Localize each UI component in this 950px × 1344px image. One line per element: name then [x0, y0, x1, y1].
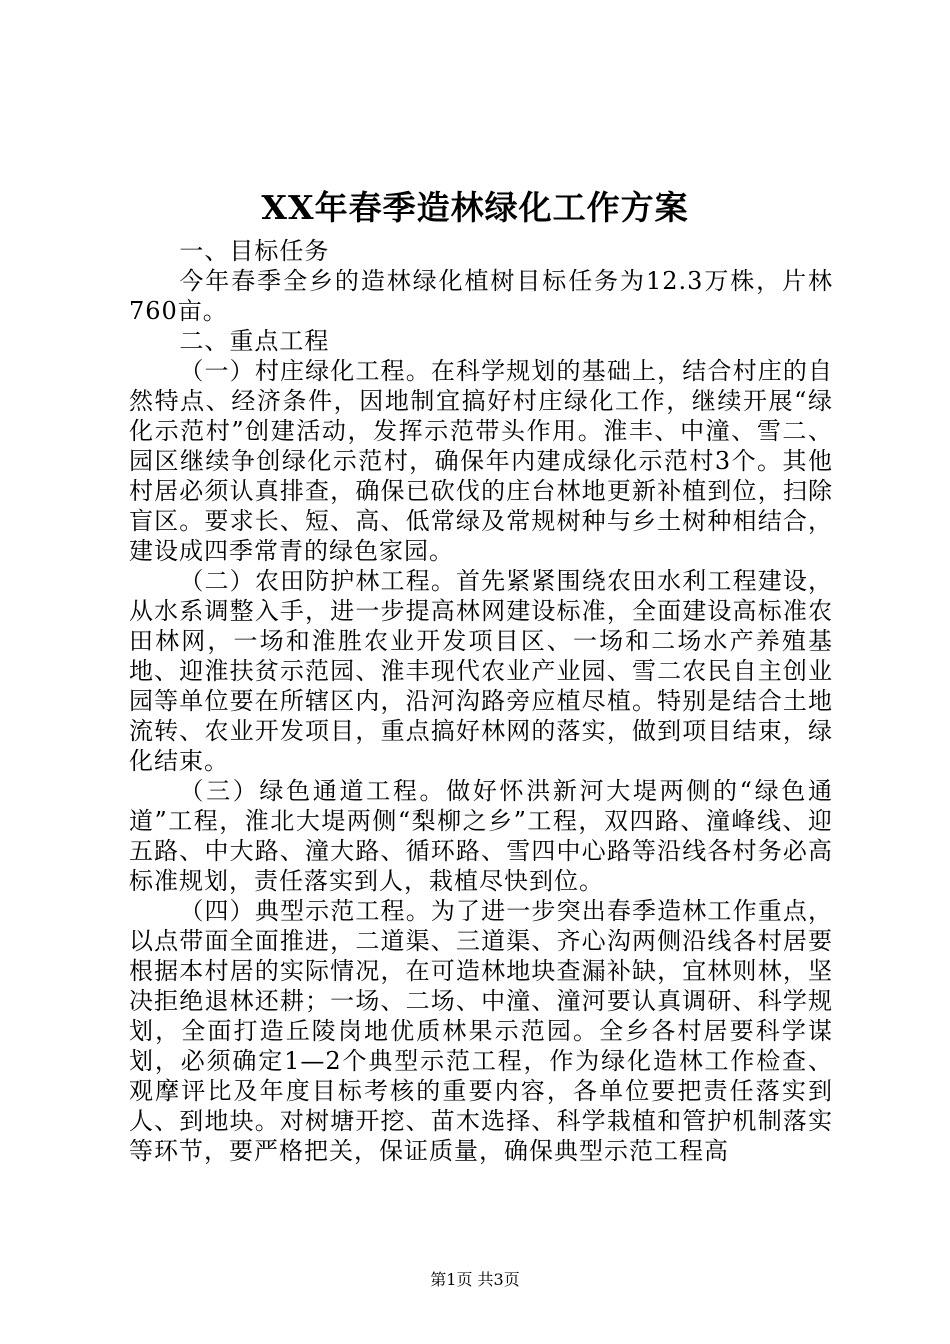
paragraph-village-greening: （一）村庄绿化工程。在科学规划的基础上，结合村庄的自然特点、经济条件，因地制宜搞好村庄绿化工作，继续开展“绿化示范村”创建活动，发挥示范带头作用。淮丰、中潼、雪二、园区继续争创绿化示范村，确保年内建成绿化示范村3个。其他村居必须认真排查，确保已砍伐的庄台林地更新补植到位，扫除盲区。要求长、短、高、低常绿及常规树种与乡土树种相结合，建设成四季常青的绿色家园。	[129, 357, 833, 565]
paragraph-green-corridor: （三）绿色通道工程。做好怀洪新河大堤两侧的“绿色通道”工程，淮北大堤两侧“梨柳之乡”工程，双四路、潼峰线、迎五路、中大路、潼大路、循环路、雪四中心路等沿线各村务必高标准规划，责任落实到人，栽植尽快到位。	[129, 777, 833, 895]
paragraph-demonstration-project: （四）典型示范工程。为了进一步突出春季造林工作重点，以点带面全面推进，二道渠、三道渠、齐心沟两侧沿线各村居要根据本村居的实际情况，在可造林地块查漏补缺，宜林则林，坚决拒绝退林还耕；一场、二场、中潼、潼河要认真调研、科学规划，全面打造丘陵岗地优质林果示范园。全乡各村居要科学谋划，必须确定1—2个典型示范工程，作为绿化造林工作检查、观摩评比及年度目标考核的重要内容，各单位要把责任落实到人、到地块。对树塘开挖、苗木选择、科学栽植和管护机制落实等环节，要严格把关，保证质量，确保典型示范工程高	[129, 897, 833, 1165]
document-body	[129, 236, 833, 1166]
page-footer: 第1页 共3页	[430, 1270, 520, 1289]
paragraph-farmland-shelterbelt: （二）农田防护林工程。首先紧紧围绕农田水利工程建设，从水系调整入手，进一步提高林网建设标准，全面建设高标准农田林网，一场和淮胜农业开发项目区、一场和二场水产养殖基地、迎淮扶贫示范园、淮丰现代农业产业园、雪二农民自主创业园等单位要在所辖区内，沿河沟路旁应植尽植。特别是结合土地流转、农业开发项目，重点搞好林网的落实，做到项目结束，绿化结束。	[129, 567, 833, 775]
section-heading-key-projects: 二、重点工程	[179, 327, 330, 355]
document-title: XX年春季造林绿化工作方案	[261, 188, 689, 227]
section-heading-goals: 一、目标任务	[179, 237, 330, 265]
paragraph-goals: 今年春季全乡的造林绿化植树目标任务为12.3万株，片林760亩。	[129, 267, 833, 325]
